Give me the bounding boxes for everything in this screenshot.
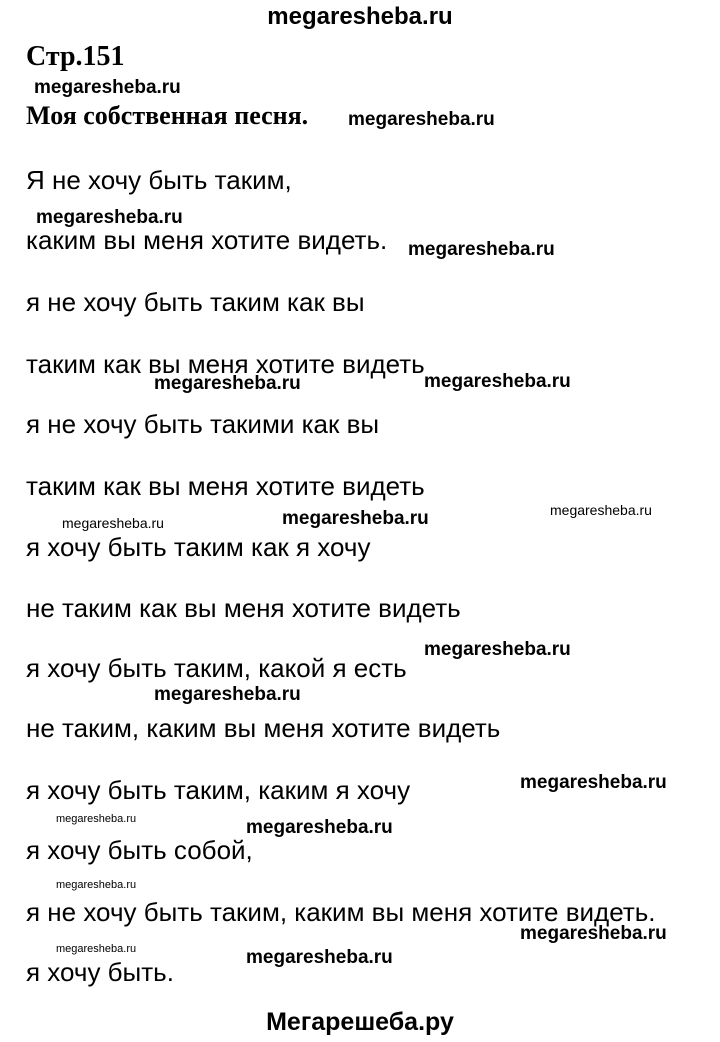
song-line: не таким как вы меня хотите видеть — [26, 593, 461, 623]
watermark: megaresheba.ru — [154, 684, 301, 705]
song-line: таким как вы меня хотите видеть — [26, 471, 425, 501]
watermark: megaresheba.ru — [154, 373, 301, 394]
watermark: megaresheba.ru — [282, 508, 429, 529]
song-line: Я не хочу быть таким, — [26, 165, 292, 195]
song-line: я хочу быть таким, какой я есть — [26, 653, 407, 683]
song-line: я не хочу быть такими как вы — [26, 409, 380, 439]
watermark: megaresheba.ru — [424, 371, 571, 392]
site-header: megaresheba.ru — [267, 3, 453, 30]
watermark: megaresheba.ru — [246, 947, 393, 968]
song-line: не таким, каким вы меня хотите видеть — [26, 713, 501, 743]
page-number: Стр.151 — [26, 41, 125, 72]
watermark: megaresheba.ru — [62, 515, 164, 531]
song-line: я хочу быть собой, — [26, 835, 253, 865]
watermark: megaresheba.ru — [56, 943, 137, 955]
watermark: megaresheba.ru — [520, 772, 667, 793]
watermark: megaresheba.ru — [348, 109, 495, 130]
watermark: megaresheba.ru — [56, 879, 137, 891]
song-line: я не хочу быть таким, каким вы меня хотите видеть. — [26, 897, 656, 927]
song-line: я хочу быть. — [26, 957, 174, 987]
watermark: megaresheba.ru — [36, 207, 183, 228]
song-line: я хочу быть таким как я хочу — [26, 532, 371, 562]
song-line: я не хочу быть таким как вы — [26, 287, 365, 317]
watermark: megaresheba.ru — [408, 239, 555, 260]
song-line: я хочу быть таким, каким я хочу — [26, 775, 411, 805]
watermark: megaresheba.ru — [424, 639, 571, 660]
song-title: Моя собственная песня. — [26, 101, 309, 130]
site-footer: Мегарешеба.ру — [266, 1008, 454, 1036]
watermark: megaresheba.ru — [246, 817, 393, 838]
watermark: megaresheba.ru — [550, 502, 652, 518]
watermark: megaresheba.ru — [56, 813, 137, 825]
song-line: таким как вы меня хотите видеть — [26, 349, 425, 379]
watermark: megaresheba.ru — [520, 923, 667, 944]
song-line: каким вы меня хотите видеть. — [26, 225, 388, 255]
watermark: megaresheba.ru — [34, 77, 181, 98]
